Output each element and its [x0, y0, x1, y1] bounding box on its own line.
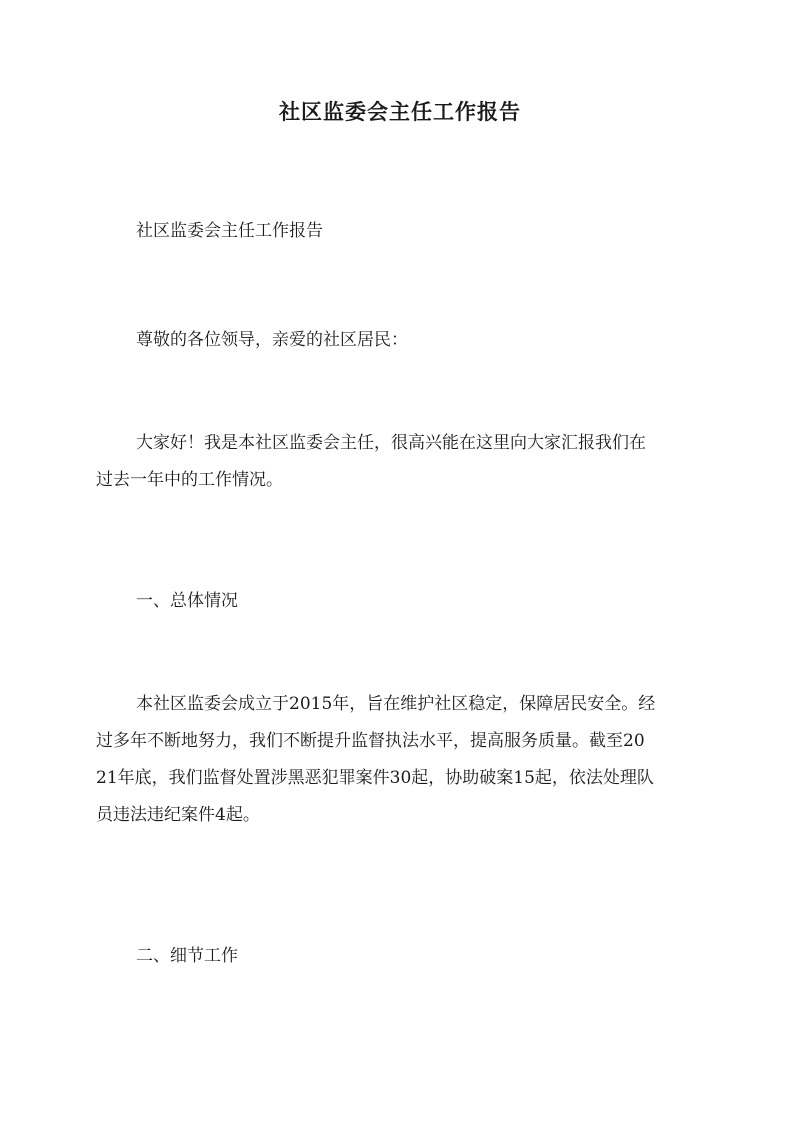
section-1-heading: 一、总体情况	[136, 591, 238, 611]
intro-line-1: 大家好！我是本社区监委会主任，很高兴能在这里向大家汇报我们在	[136, 433, 646, 453]
subtitle-line: 社区监委会主任工作报告	[136, 221, 323, 241]
document-title: 社区监委会主任工作报告	[279, 99, 521, 124]
section-1-line-4: 员违法违纪案件4起。	[96, 805, 260, 825]
intro-line-2: 过去一年中的工作情况。	[96, 470, 283, 490]
salutation: 尊敬的各位领导，亲爱的社区居民：	[136, 330, 408, 350]
intro-paragraph	[96, 425, 646, 499]
section-1-line-3: 21年底，我们监督处置涉黑恶犯罪案件30起，协助破案15起，依法处理队	[96, 768, 654, 788]
section-1-line-1: 本社区监委会成立于2015年，旨在维护社区稳定，保障居民安全。经	[136, 694, 656, 714]
section-1-paragraph	[96, 686, 655, 834]
section-1-line-2: 过多年不断地努力，我们不断提升监督执法水平，提高服务质量。截至20	[96, 731, 645, 751]
section-2-heading: 二、细节工作	[136, 946, 238, 966]
